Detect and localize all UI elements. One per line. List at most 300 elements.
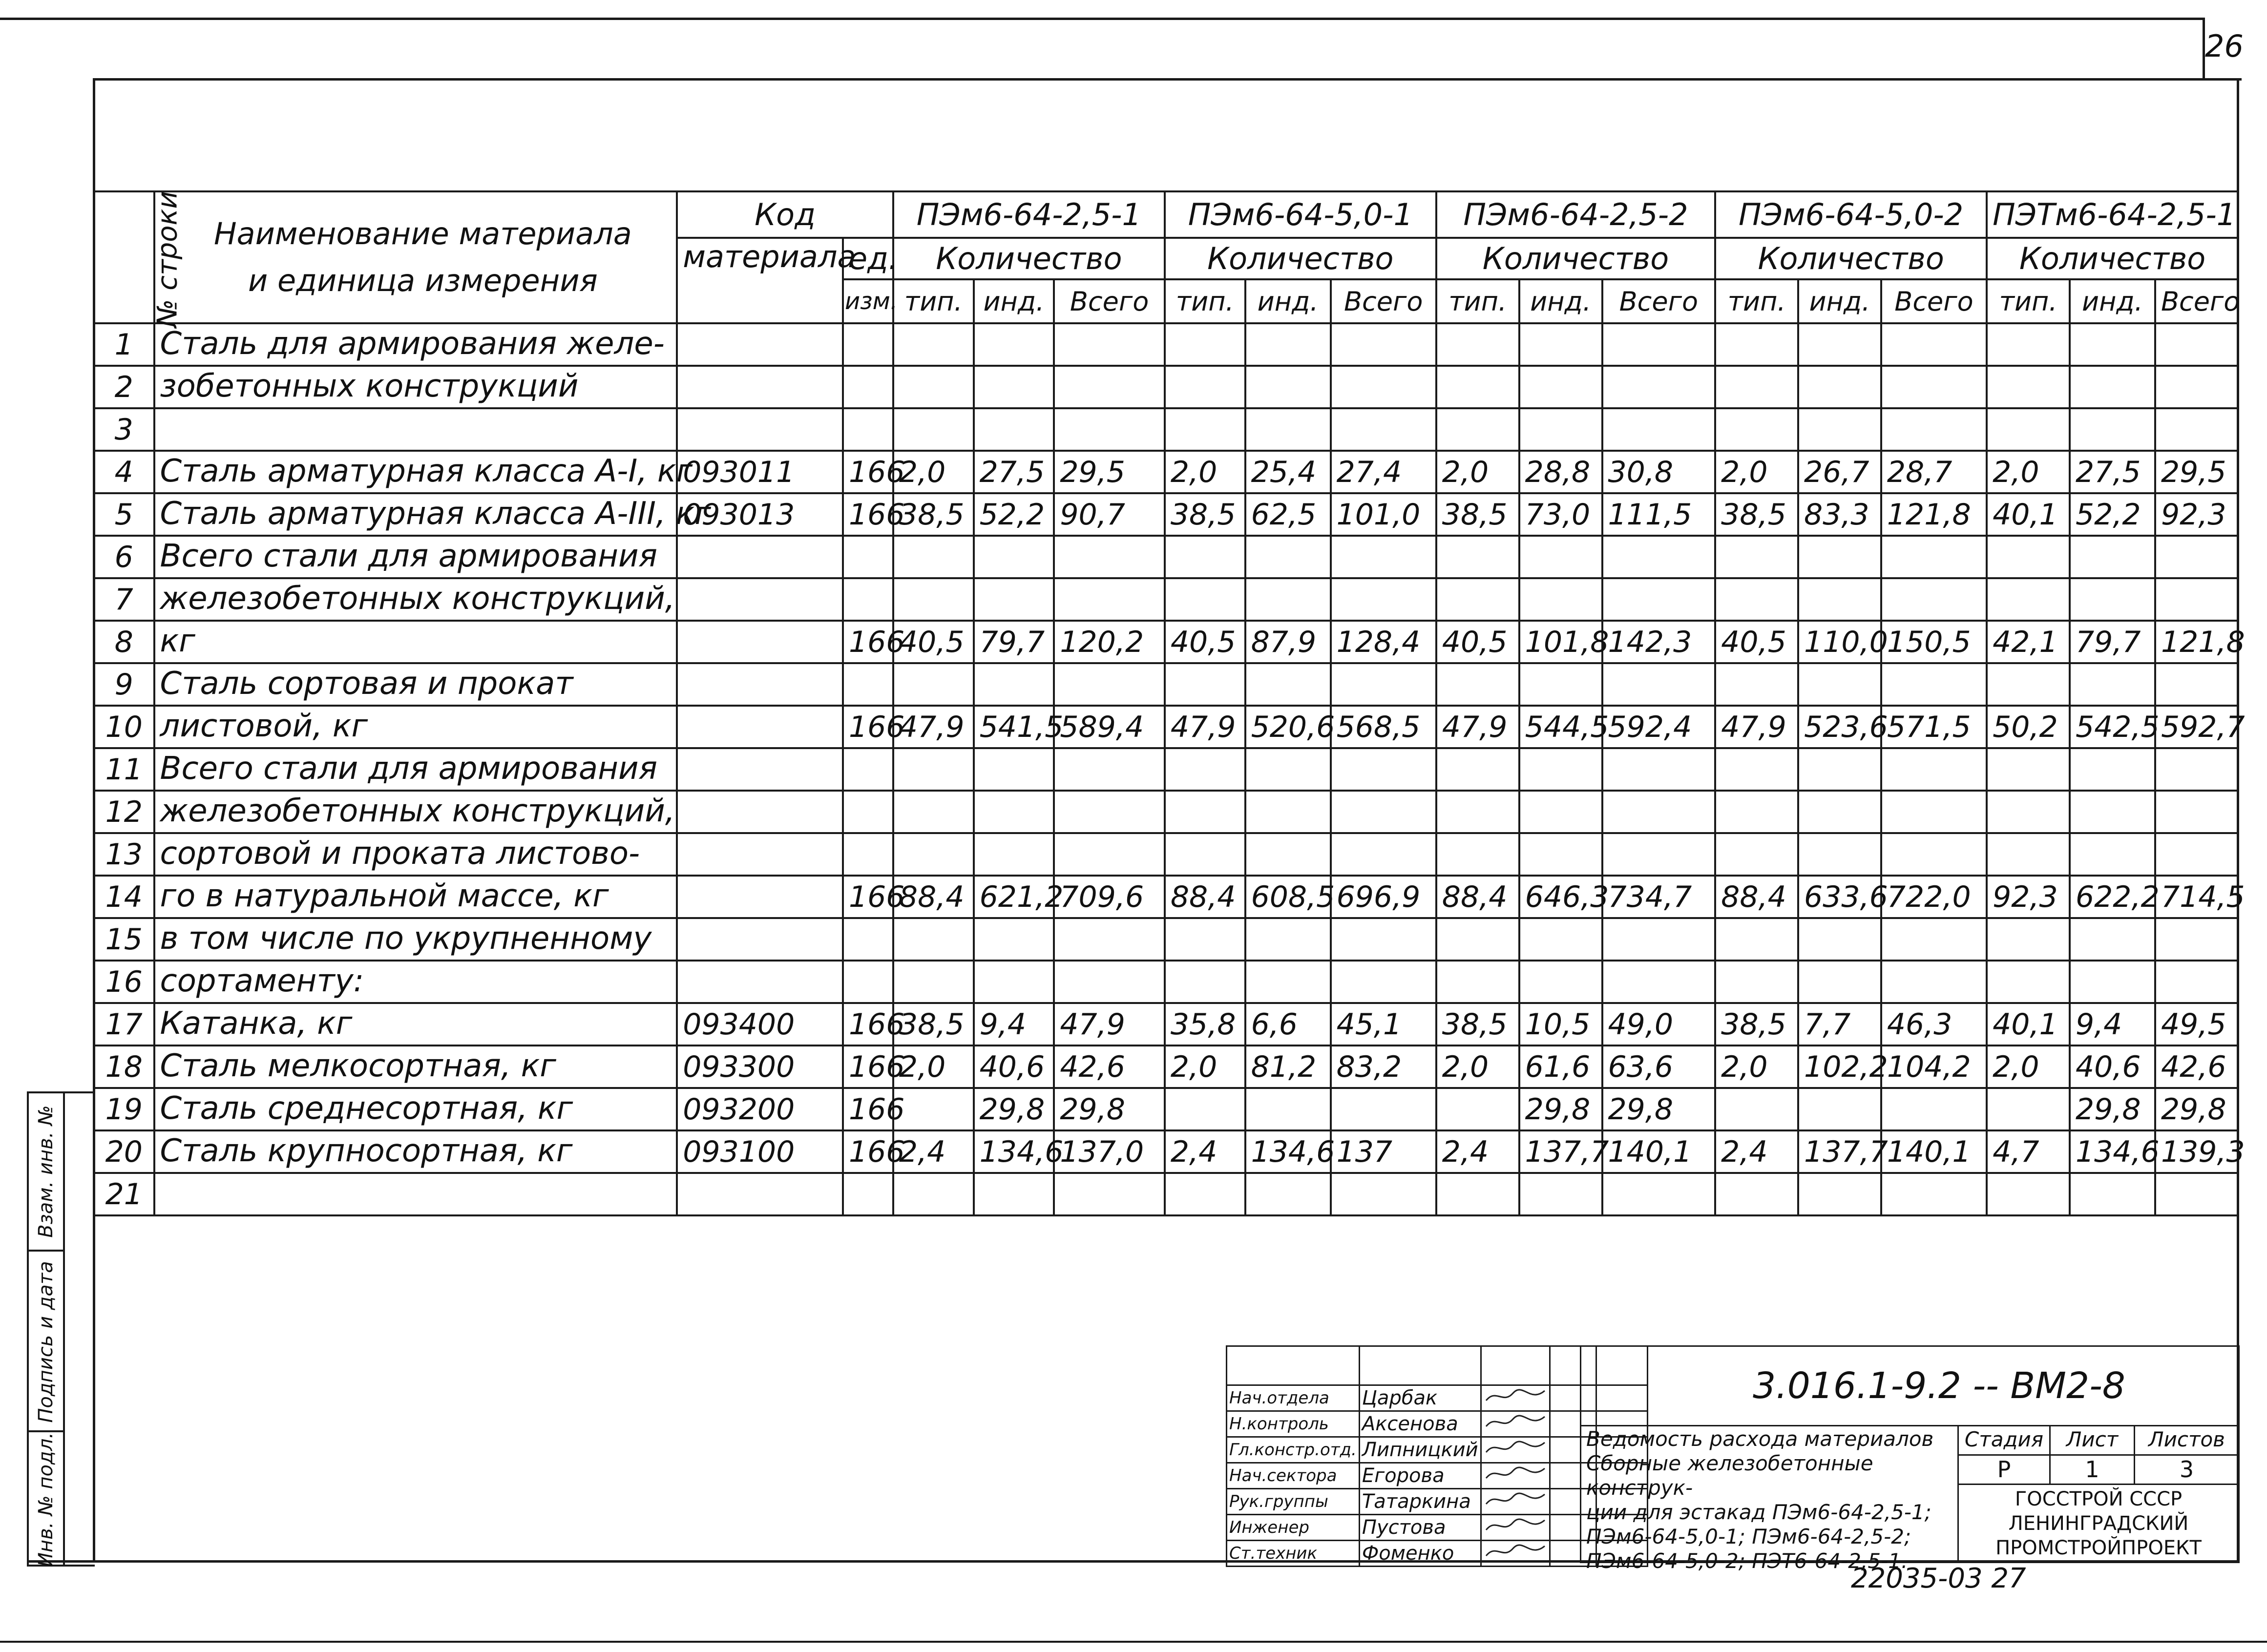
signature-scribble-icon [1484,1541,1547,1561]
quantity-cell [1987,748,2070,791]
material-code: 093400 [677,1003,843,1046]
material-name: го в натуральной массе, кг [154,876,677,918]
sheet-label: Лист [2051,1425,2135,1456]
quantity-cell: 137,7 [1798,1130,1881,1173]
quantity-cell: 29,5 [2155,451,2238,493]
unit-code: 166 [843,1046,893,1088]
unit-code [843,663,893,706]
quantity-cell [1519,791,1602,833]
description-line-2: Сборные железобетонные конструк- [1586,1451,1873,1500]
quantity-cell [974,833,1054,876]
quantity-cell [1436,748,1519,791]
quantity-cell [1054,408,1165,451]
quantity-cell: 47,9 [1436,706,1519,748]
frame-top-line [0,18,2203,20]
quantity-cell: 52,2 [974,493,1054,536]
quantity-cell: 7,7 [1798,1003,1881,1046]
quantity-cell [893,833,974,876]
quantity-cell [1519,536,1602,578]
person-name: Егорова [1359,1463,1481,1489]
stage-value: Р [1959,1456,2051,1484]
material-code: 093300 [677,1046,843,1088]
quantity-cell [1245,961,1331,1003]
sheet-number-box [2203,18,2242,81]
quantity-cell [1798,833,1881,876]
quantity-cell: 608,5 [1245,876,1331,918]
quantity-cell: 30,8 [1602,451,1716,493]
quantity-cell: 9,4 [2070,1003,2155,1046]
material-name: сортаменту: [154,961,677,1003]
quantity-cell: 2,4 [1165,1130,1245,1173]
quantity-cell: 134,6 [974,1130,1054,1173]
quantity-cell [1245,833,1331,876]
quantity-cell [1715,961,1798,1003]
quantity-cell [1519,578,1602,621]
quantity-cell [1245,323,1331,366]
unit-code [843,536,893,578]
quantity-cell [1054,918,1165,961]
person-signature [1481,1515,1550,1541]
quantity-cell [1987,961,2070,1003]
quantity-cell: 2,4 [893,1130,974,1173]
header-group-1-col-2: инд. [974,279,1054,323]
quantity-cell [974,663,1054,706]
row-number: 15 [94,918,154,961]
unit-code: 166 [843,1130,893,1173]
quantity-cell [1881,536,1987,578]
quantity-cell [1987,408,2070,451]
quantity-cell: 42,6 [1054,1046,1165,1088]
quantity-cell: 2,0 [893,451,974,493]
person-name: Липницкий [1359,1437,1481,1463]
quantity-cell: 47,9 [1715,706,1798,748]
person-signature [1481,1437,1550,1463]
quantity-cell [1519,1173,1602,1215]
quantity-cell [1519,366,1602,408]
quantity-cell [2070,408,2155,451]
header-group-5-col-3: Всего [2155,279,2238,323]
quantity-cell [1054,663,1165,706]
unit-code [843,578,893,621]
quantity-cell [974,791,1054,833]
header-group-3-qty: Количество [1436,238,1715,279]
quantity-cell: 128,4 [1331,621,1436,663]
material-name [154,1173,677,1215]
material-name: Сталь арматурная класса А-III, кг [154,493,677,536]
material-name: Сталь арматурная класса А-I, кг [154,451,677,493]
material-name: Сталь для армирования желе- [154,323,677,366]
quantity-cell [1331,536,1436,578]
quantity-cell: 121,8 [2155,621,2238,663]
row-number: 8 [94,621,154,663]
quantity-cell: 2,0 [1715,451,1798,493]
header-group-5-title: ПЭТм6-64-2,5-1 [1987,191,2238,238]
table-row [94,621,2238,663]
quantity-cell [974,1173,1054,1215]
quantity-cell [1245,578,1331,621]
table-row [94,791,2238,833]
header-code: Код [677,191,893,238]
quantity-cell: 29,8 [1054,1088,1165,1130]
material-name: зобетонных конструкций [154,366,677,408]
person-role: Гл.констр.отд. [1227,1437,1360,1463]
quantity-cell [1881,748,1987,791]
quantity-cell [1054,536,1165,578]
quantity-cell [1987,578,2070,621]
quantity-cell [2070,791,2155,833]
quantity-cell [974,323,1054,366]
quantity-cell [1519,918,1602,961]
header-group-1-col-3: Всего [1054,279,1165,323]
quantity-cell [1245,918,1331,961]
quantity-cell: 47,9 [1054,1003,1165,1046]
quantity-cell: 29,8 [1602,1088,1716,1130]
header-row-no: № строки [94,191,154,323]
quantity-cell: 592,7 [2155,706,2238,748]
quantity-cell: 26,7 [1798,451,1881,493]
header-group-5-col-2: инд. [2070,279,2155,323]
material-code: 093200 [677,1088,843,1130]
quantity-cell [2155,1173,2238,1215]
quantity-cell: 120,2 [1054,621,1165,663]
quantity-cell [1987,366,2070,408]
row-number: 5 [94,493,154,536]
quantity-cell: 622,2 [2070,876,2155,918]
quantity-cell [1881,833,1987,876]
row-number: 14 [94,876,154,918]
quantity-cell [2155,833,2238,876]
quantity-cell [2155,366,2238,408]
row-number: 19 [94,1088,154,1130]
quantity-cell [1881,578,1987,621]
quantity-cell: 2,0 [1165,1046,1245,1088]
quantity-cell [1165,748,1245,791]
table-row [94,833,2238,876]
header-group-4-qty: Количество [1715,238,1987,279]
quantity-cell [1331,748,1436,791]
table-row [94,451,2238,493]
header-group-2-qty: Количество [1165,238,1436,279]
quantity-cell [1519,323,1602,366]
quantity-cell: 592,4 [1602,706,1716,748]
quantity-cell [1054,748,1165,791]
quantity-cell: 25,4 [1245,451,1331,493]
quantity-cell [1987,1088,2070,1130]
unit-code [843,918,893,961]
quantity-cell [1881,791,1987,833]
signature-scribble-icon [1484,1489,1547,1509]
material-code [677,791,843,833]
quantity-cell: 110,0 [1798,621,1881,663]
material-code [677,706,843,748]
quantity-cell: 142,3 [1602,621,1716,663]
quantity-cell [1715,366,1798,408]
row-number: 9 [94,663,154,706]
quantity-cell [1602,1173,1716,1215]
quantity-cell [1715,536,1798,578]
row-number: 21 [94,1173,154,1215]
table-row [94,1173,2238,1215]
description-line-1: Ведомость расхода материалов [1586,1427,1934,1451]
person-role: Нач.сектора [1227,1463,1360,1489]
quantity-cell [893,791,974,833]
header-code-material: материала [677,238,843,323]
quantity-cell: 46,3 [1881,1003,1987,1046]
side-stamp-sign-label: Подпись и дата [35,1261,57,1423]
quantity-cell: 40,6 [2070,1046,2155,1088]
material-name: Сталь среднесортная, кг [154,1088,677,1130]
table-row [94,1130,2238,1173]
quantity-cell: 38,5 [1436,493,1519,536]
quantity-cell [1054,961,1165,1003]
unit-code [843,748,893,791]
quantity-cell: 102,2 [1798,1046,1881,1088]
material-code: 093100 [677,1130,843,1173]
unit-code: 166 [843,451,893,493]
signature-scribble-icon [1484,1438,1547,1457]
quantity-cell: 121,8 [1881,493,1987,536]
row-number: 1 [94,323,154,366]
title-block-right [1580,1345,2240,1573]
quantity-cell: 2,0 [1987,451,2070,493]
person-name: Аксенова [1359,1411,1481,1437]
header-group-3-col-2: инд. [1519,279,1602,323]
material-code [677,876,843,918]
unit-code [843,366,893,408]
quantity-cell: 2,0 [893,1046,974,1088]
header-group-3-title: ПЭм6-64-2,5-2 [1436,191,1715,238]
quantity-cell [893,748,974,791]
quantity-cell: 2,4 [1715,1130,1798,1173]
quantity-cell: 40,6 [974,1046,1054,1088]
quantity-cell [1245,791,1331,833]
quantity-cell [1436,918,1519,961]
material-name: Сталь крупносортная, кг [154,1130,677,1173]
row-number: 3 [94,408,154,451]
quantity-cell [974,408,1054,451]
quantity-cell: 35,8 [1165,1003,1245,1046]
header-group-5-col-1: тип. [1987,279,2070,323]
quantity-cell [1798,1088,1881,1130]
quantity-cell: 38,5 [1436,1003,1519,1046]
quantity-cell [1436,408,1519,451]
side-stamp-cell-vzam [29,1093,65,1250]
quantity-cell: 709,6 [1054,876,1165,918]
quantity-cell [893,663,974,706]
quantity-cell [1519,408,1602,451]
quantity-cell [1987,323,2070,366]
row-number: 6 [94,536,154,578]
material-code [677,408,843,451]
quantity-cell [974,748,1054,791]
unit-code [843,791,893,833]
quantity-cell: 134,6 [2070,1130,2155,1173]
quantity-cell [893,408,974,451]
material-name: кг [154,621,677,663]
quantity-cell: 646,3 [1519,876,1602,918]
table-row [94,1003,2238,1046]
row-number: 11 [94,748,154,791]
quantity-cell [1165,323,1245,366]
quantity-cell: 40,1 [1987,493,2070,536]
quantity-cell [1054,791,1165,833]
material-name: сортовой и проката листово- [154,833,677,876]
quantity-cell: 2,0 [1436,1046,1519,1088]
material-name: листовой, кг [154,706,677,748]
quantity-cell [1715,578,1798,621]
quantity-cell: 29,8 [2155,1088,2238,1130]
quantity-cell [1054,323,1165,366]
quantity-cell [974,578,1054,621]
quantity-cell: 101,0 [1331,493,1436,536]
quantity-cell [1436,1088,1519,1130]
table-row [94,536,2238,578]
header-unit: ед. [843,238,893,279]
quantity-cell [2070,918,2155,961]
quantity-cell: 87,9 [1245,621,1331,663]
stage-label: Стадия [1959,1425,2051,1456]
quantity-cell: 140,1 [1602,1130,1716,1173]
table-row [94,748,2238,791]
quantity-cell: 50,2 [1987,706,2070,748]
quantity-cell [1798,748,1881,791]
person-role: Нач.отдела [1227,1385,1360,1411]
row-number: 2 [94,366,154,408]
quantity-cell: 633,6 [1798,876,1881,918]
quantity-cell [1165,536,1245,578]
quantity-cell: 27,5 [2070,451,2155,493]
signature-scribble-icon [1484,1515,1547,1535]
quantity-cell [974,961,1054,1003]
quantity-cell [1987,1173,2070,1215]
side-stamp-vzam-label: Взам. инв. № [35,1105,57,1238]
unit-code [843,833,893,876]
person-name: Татаркина [1359,1489,1481,1515]
quantity-cell [1331,833,1436,876]
description-line-4: ПЭм6-64-5,0-1; ПЭм6-64-2,5-2; [1586,1525,1911,1548]
quantity-cell [1054,1173,1165,1215]
signature-scribble-icon [1484,1464,1547,1483]
unit-code: 166 [843,1003,893,1046]
table-row [94,493,2238,536]
quantity-cell: 696,9 [1331,876,1436,918]
table-row [94,876,2238,918]
quantity-cell [1331,791,1436,833]
quantity-cell [2070,1173,2155,1215]
quantity-cell [1602,663,1716,706]
quantity-cell [1987,663,2070,706]
quantity-cell [1881,1088,1987,1130]
header-group-2-col-3: Всего [1331,279,1436,323]
material-name: железобетонных конструкций, [154,791,677,833]
quantity-cell [1602,791,1716,833]
quantity-cell [1054,366,1165,408]
quantity-cell: 520,6 [1245,706,1331,748]
quantity-cell [974,366,1054,408]
quantity-cell [1436,961,1519,1003]
quantity-cell [1881,918,1987,961]
quantity-cell [893,918,974,961]
org-line-3: ПРОМСТРОЙПРОЕКТ [1995,1537,2202,1559]
quantity-cell: 27,5 [974,451,1054,493]
table-row [94,1046,2238,1088]
quantity-cell [974,918,1054,961]
quantity-cell [1987,918,2070,961]
quantity-cell [1436,578,1519,621]
quantity-cell [1165,578,1245,621]
table-row [94,366,2238,408]
quantity-cell [1798,961,1881,1003]
quantity-cell [1245,408,1331,451]
quantity-cell [1602,323,1716,366]
org-line-1: ГОССТРОЙ СССР [2015,1488,2183,1510]
quantity-cell [1798,408,1881,451]
quantity-cell: 27,4 [1331,451,1436,493]
description-cell [1581,1425,1959,1573]
quantity-cell [1602,748,1716,791]
quantity-cell [1436,791,1519,833]
quantity-cell [1798,918,1881,961]
table-row [94,918,2238,961]
quantity-cell: 137,7 [1519,1130,1602,1173]
quantity-cell: 28,8 [1519,451,1602,493]
person-name: Царбак [1359,1385,1481,1411]
quantity-cell: 4,7 [1987,1130,2070,1173]
material-code [677,536,843,578]
quantity-cell: 92,3 [2155,493,2238,536]
material-code [677,918,843,961]
quantity-cell: 88,4 [893,876,974,918]
quantity-cell: 722,0 [1881,876,1987,918]
quantity-cell: 150,5 [1881,621,1987,663]
material-code [677,748,843,791]
quantity-cell: 63,6 [1602,1046,1716,1088]
quantity-cell [2070,578,2155,621]
quantity-cell [1798,366,1881,408]
quantity-cell: 104,2 [1881,1046,1987,1088]
header-group-4-col-2: инд. [1798,279,1881,323]
quantity-cell [1436,1173,1519,1215]
quantity-cell [2070,833,2155,876]
row-number: 17 [94,1003,154,1046]
quantity-cell [893,578,974,621]
quantity-cell [1715,833,1798,876]
header-name-line2: и единица измерения [248,263,598,298]
stage-cells [1959,1425,2238,1485]
quantity-cell: 79,7 [2070,621,2155,663]
header-group-4-col-3: Всего [1881,279,1987,323]
header-group-4-col-1: тип. [1715,279,1798,323]
quantity-cell: 92,3 [1987,876,2070,918]
description-line-3: ции для эстакад ПЭм6-64-2,5-1; [1586,1500,1931,1524]
unit-code [843,961,893,1003]
row-number: 16 [94,961,154,1003]
header-group-1-title: ПЭм6-64-2,5-1 [893,191,1165,238]
person-name: Пустова [1359,1515,1481,1541]
quantity-cell [1331,323,1436,366]
quantity-cell [2155,578,2238,621]
quantity-cell [1165,408,1245,451]
quantity-cell [1602,536,1716,578]
material-name [154,408,677,451]
signature-scribble-icon [1484,1412,1547,1431]
quantity-cell: 137,0 [1054,1130,1165,1173]
header-group-4-title: ПЭм6-64-5,0-2 [1715,191,1987,238]
quantity-cell [1436,323,1519,366]
quantity-cell [2070,323,2155,366]
sheets-label: Листов [2135,1425,2238,1456]
quantity-cell [1331,1173,1436,1215]
